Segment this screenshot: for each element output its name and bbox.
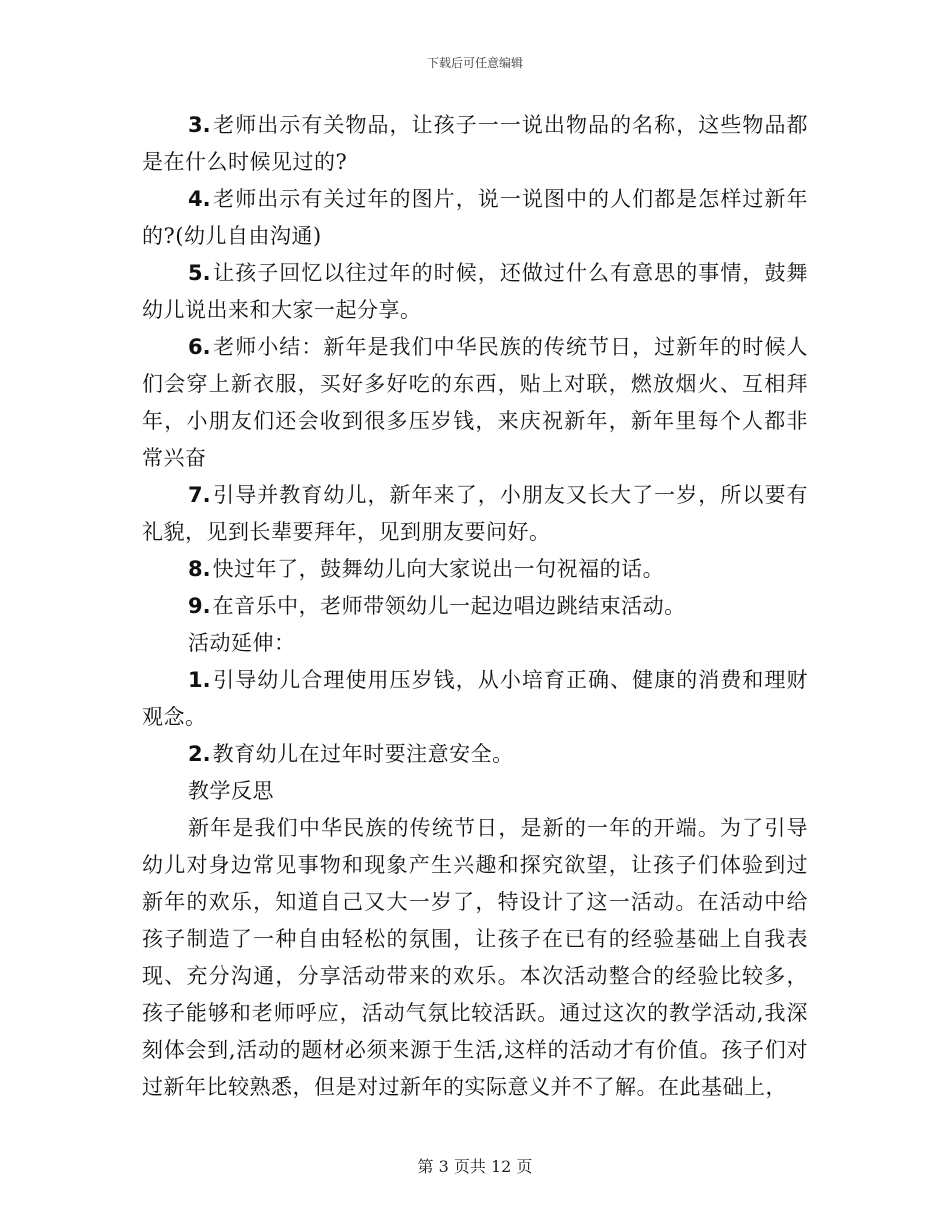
item-number: 2. (188, 742, 211, 766)
list-item-4 (142, 181, 808, 255)
item-number: 7. (188, 483, 211, 507)
heading-text: 教学反思 (188, 779, 274, 803)
extension-item-1 (142, 662, 808, 736)
item-number: 1. (188, 668, 211, 692)
heading-text: 活动延伸： (188, 631, 296, 655)
paragraph-text: 新年是我们中华民族的传统节日，是新的一年的开端。为了引导幼儿对身边常见事物和现象产生兴趣和探究欲望，让孩子们体验到过新年的欢乐，知道自己又大一岁了，特设计了这一活动。在活动中给孩子制造了一种自由轻松的氛围，让孩子在已有的经验基础上自我表现、充分沟通，分享活动带来的欢乐。本次活动整合的经验比较多，孩子能够和老师呼应，活动气氛比较活跃。通过这次的教学活动,我深刻体会到,活动的题材必须来源于生活,这样的活动才有价值。孩子们对过新年比较熟悉，但是对过新年的实际意义并不了解。在此基础上， (142, 816, 808, 1099)
section-heading-reflection (142, 773, 808, 810)
extension-item-2 (142, 736, 808, 773)
list-item-9 (142, 588, 808, 625)
list-item-3 (142, 107, 808, 181)
list-item-5 (142, 255, 808, 329)
item-number: 6. (188, 335, 211, 359)
item-text: 让孩子回忆以往过年的时候，还做过什么有意思的事情，鼓舞幼儿说出来和大家一起分享。 (142, 261, 808, 322)
document-body (142, 107, 808, 1106)
page-footer: 第 3 页共 12 页 (417, 1157, 533, 1176)
item-number: 4. (188, 187, 211, 211)
section-heading-extension (142, 625, 808, 662)
item-number: 3. (188, 113, 211, 137)
item-text: 引导并教育幼儿，新年来了，小朋友又长大了一岁，所以要有礼貌，见到长辈要拜年，见到朋友要问好。 (142, 483, 808, 544)
item-number: 8. (188, 557, 211, 581)
page-header: 下载后可任意编辑 (426, 56, 523, 70)
item-text: 在音乐中，老师带领幼儿一起边唱边跳结束活动。 (212, 594, 686, 618)
item-text: 引导幼儿合理使用压岁钱，从小培育正确、健康的消费和理财观念。 (142, 668, 808, 729)
reflection-paragraph (142, 810, 808, 1106)
list-item-6 (142, 329, 808, 477)
item-text: 教育幼儿在过年时要注意安全。 (212, 742, 514, 766)
item-number: 5. (188, 261, 211, 285)
list-item-8 (142, 551, 808, 588)
list-item-7 (142, 477, 808, 551)
item-text: 老师出示有关过年的图片，说一说图中的人们都是怎样过新年的?(幼儿自由沟通) (142, 187, 808, 248)
item-number: 9. (188, 594, 211, 618)
item-text: 老师出示有关物品，让孩子一一说出物品的名称，这些物品都是在什么时候见过的? (142, 113, 808, 174)
item-text: 快过年了，鼓舞幼儿向大家说出一句祝福的话。 (212, 557, 665, 581)
item-text: 老师小结：新年是我们中华民族的传统节日，过新年的时候人们会穿上新衣服，买好多好吃的东西，贴上对联，燃放烟火、互相拜年，小朋友们还会收到很多压岁钱，来庆祝新年，新年里每个人都非常兴奋 (142, 335, 808, 470)
